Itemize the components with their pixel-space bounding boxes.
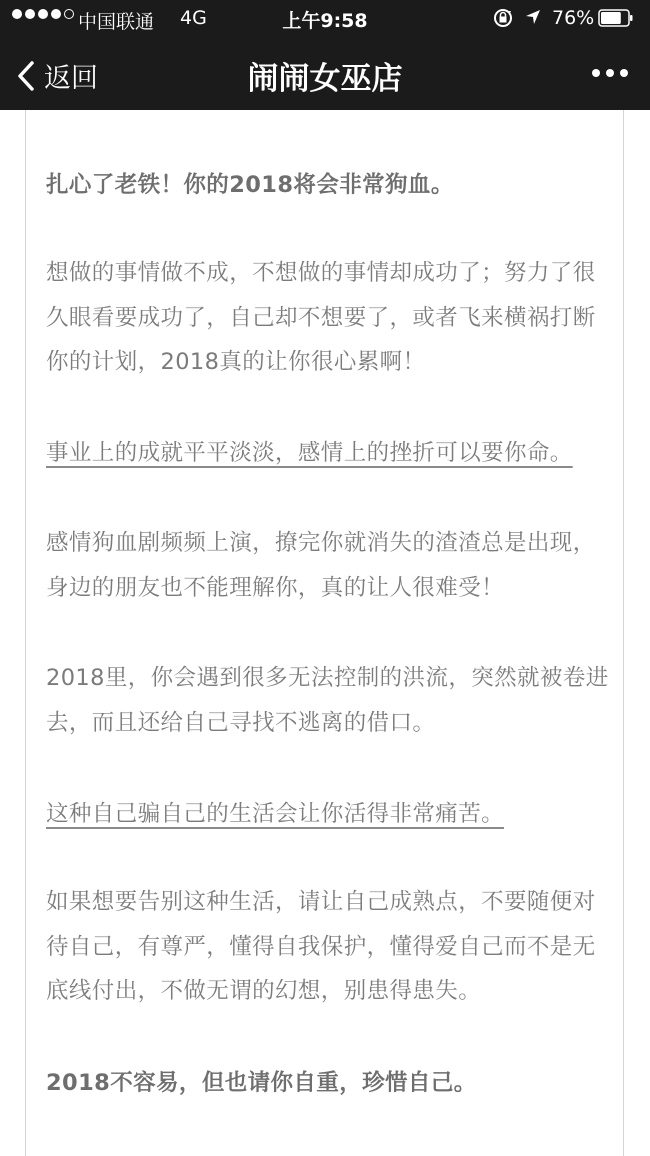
card-border-right — [623, 110, 624, 1156]
article-paragraph-closing: 2018不容易，但也请你自重，珍惜自己。 — [46, 1070, 477, 1096]
more-dot-icon — [592, 69, 600, 77]
location-arrow-icon — [524, 8, 542, 26]
network-type: 4G — [180, 7, 207, 29]
article-paragraph: 想做的事情做不成，不想做的事情却成功了；努力了很久眼看要成功了，自己却不想要了，或者飞来横祸打断你的计划，2018真的让你很心累啊！ — [46, 260, 596, 375]
article-paragraph-heading: 扎心了老铁！你的2018将会非常狗血。 — [46, 172, 454, 198]
status-bar — [0, 0, 650, 36]
underlined-text: 这种自己骗自己的生活会让你活得非常痛苦。 — [46, 801, 505, 827]
rotation-lock-icon — [492, 7, 514, 29]
battery-icon — [598, 9, 634, 27]
article-content — [0, 110, 650, 1156]
article-paragraph-underlined — [46, 792, 611, 837]
article-paragraph: 2018里，你会遇到很多无法控制的洪流，突然就被卷进去，而且还给自己寻找不逃离的借口。 — [46, 665, 609, 736]
card-border-left — [25, 110, 26, 1156]
more-dot-icon — [620, 69, 628, 77]
status-time: 上午9:58 — [282, 10, 368, 32]
underlined-text: 事业上的成就平平淡淡，感情上的挫折可以要你命。 — [46, 440, 573, 466]
carrier-name: 中国联通 — [78, 11, 155, 33]
more-options-button[interactable] — [592, 69, 628, 77]
battery-percentage: 76% — [552, 7, 595, 29]
article-paragraph: 如果想要告别这种生活，请让自己成熟点，不要随便对待自己，有尊严，懂得自我保护，懂得爱自己而不是无底线付出，不做无谓的幻想，别患得患失。 — [46, 889, 596, 1004]
more-dot-icon — [606, 69, 614, 77]
navigation-bar — [0, 36, 650, 110]
article-paragraph: 感情狗血剧频频上演，撩完你就消失的渣渣总是出现，身边的朋友也不能理解你，真的让人很难受！ — [46, 530, 596, 601]
back-label: 返回 — [44, 63, 98, 94]
page-title: 闹闹女巫店 — [247, 61, 403, 97]
article-paragraph-underlined — [46, 431, 611, 476]
